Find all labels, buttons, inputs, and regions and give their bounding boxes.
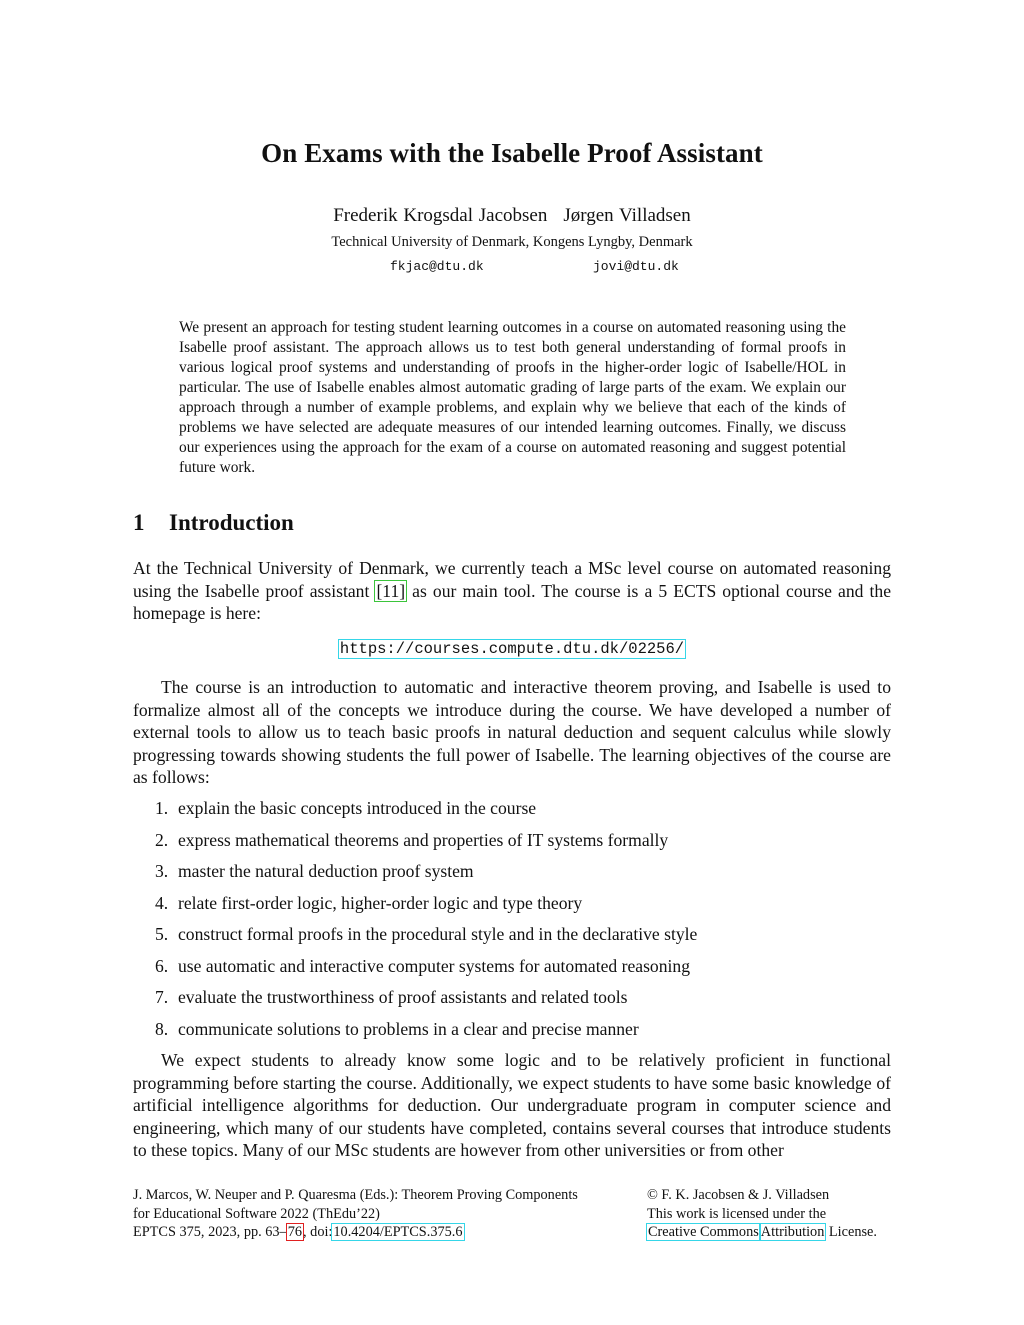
attribution-link[interactable]: Attribution bbox=[760, 1224, 825, 1240]
list-item-text: use automatic and interactive computer systems for automated reasoning bbox=[178, 955, 691, 976]
author-email: jovi@dtu.dk bbox=[593, 259, 679, 274]
footer-line bbox=[133, 1223, 623, 1242]
list-number: 6. bbox=[155, 955, 169, 976]
list-item bbox=[155, 797, 697, 829]
section-heading bbox=[133, 510, 294, 536]
url-line bbox=[0, 640, 1024, 658]
paragraph bbox=[133, 557, 891, 625]
list-item-text: evaluate the trustworthiness of proof assistants and related tools bbox=[178, 987, 628, 1007]
footer-text: License. bbox=[825, 1224, 877, 1240]
paper-title: On Exams with the Isabelle Proof Assistant bbox=[261, 138, 763, 168]
footer-line: J. Marcos, W. Neuper and P. Quaresma (Eds.): Theorem Proving Components bbox=[133, 1187, 578, 1203]
footer-publication-info bbox=[133, 1186, 623, 1242]
footer-line: This work is licensed under the bbox=[647, 1205, 827, 1222]
list-item bbox=[155, 955, 697, 987]
author-name: Frederik Krogsdal Jacobsen bbox=[333, 205, 548, 226]
doi-link[interactable]: 10.4204/EPTCS.375.6 bbox=[333, 1224, 463, 1240]
author-email: fkjac@dtu.dk bbox=[390, 259, 484, 274]
list-number: 4. bbox=[155, 892, 169, 913]
footer-text: EPTCS 375, 2023, pp. 63– bbox=[133, 1224, 287, 1240]
paragraph: The course is an introduction to automatic and interactive theorem proving, and Isabelle is used to formalize almost all of the concepts we introduce during the course. We have developed a number of external tools to allow us to teach basic proofs in natural deduction and sequent calculus while slowly progressing towards showing students the full power of Isabelle. The learning objectives of the course are as follows: bbox=[133, 677, 891, 787]
paragraph-text: as our main tool. The course is a 5 ECTS optional course and the homepage is here: bbox=[133, 580, 891, 623]
list-item bbox=[155, 892, 697, 924]
list-item-text: express mathematical theorems and properties of IT systems formally bbox=[178, 829, 669, 850]
list-item-text: master the natural deduction proof system bbox=[178, 861, 474, 881]
abstract: We present an approach for testing student learning outcomes in a course on automated reasoning using the Isabelle proof assistant. The approach allows us to test both general understanding of formal proofs in various logical proof systems and understanding of proofs in the higher-order logic of Isabelle/HOL in particular. The use of Isabelle enables almost automatic grading of large parts of the exam. We explain our approach through a number of example problems, and explain why we believe that each of the kinds of problems we have selected are adequate measures of our intended learning outcomes. Finally, we discuss our experiences using the approach for the exam of a course on automated reasoning and suggest potential future work. bbox=[179, 319, 846, 476]
author-name: Jørgen Villadsen bbox=[563, 205, 691, 226]
footer-line bbox=[647, 1223, 907, 1242]
citation-link[interactable]: [11] bbox=[376, 580, 406, 601]
footer-line: for Educational Software 2022 (ThEdu’22) bbox=[133, 1205, 380, 1222]
footer-text: , doi: bbox=[303, 1224, 333, 1240]
paragraph: We expect students to already know some logic and to be relatively proficient in functional programming before starting the course. Additionally, we expect students to have some basic knowledge of artificial intelligence algorithms for deduction. Our undergraduate program in computer science and engineering, which many of our students have completed, contains several courses that introduce students to these topics. Many of our MSc students are however from other universities or from other bbox=[133, 1050, 891, 1160]
paragraph-text: At the Technical University of Denmark, we currently teach a MSc level course on automated reasoning using the Isabelle proof assistant bbox=[133, 558, 891, 601]
list-item bbox=[155, 829, 697, 861]
section-number: 1 bbox=[133, 510, 145, 535]
list-item bbox=[155, 1018, 697, 1050]
list-item bbox=[155, 860, 697, 892]
list-item bbox=[155, 923, 697, 955]
course-homepage-link[interactable]: https://courses.compute.dtu.dk/02256/ bbox=[339, 640, 685, 658]
list-number: 2. bbox=[155, 829, 169, 850]
list-item-text: communicate solutions to problems in a clear and precise manner bbox=[178, 1018, 639, 1039]
list-number: 8. bbox=[155, 1018, 169, 1039]
list-number: 3. bbox=[155, 861, 169, 881]
learning-objectives-list bbox=[155, 797, 697, 1049]
list-number: 5. bbox=[155, 924, 169, 944]
list-item-text: explain the basic concepts introduced in the course bbox=[178, 798, 537, 818]
list-number: 1. bbox=[155, 798, 169, 818]
list-item-text: construct formal proofs in the procedural style and in the declarative style bbox=[178, 924, 698, 944]
section-title: Introduction bbox=[169, 510, 294, 535]
list-number: 7. bbox=[155, 987, 169, 1007]
author-list bbox=[0, 205, 1024, 227]
list-item-text: relate first-order logic, higher-order logic and type theory bbox=[178, 892, 583, 913]
footer-license-info bbox=[647, 1186, 907, 1242]
creative-commons-link[interactable]: Creative Commons bbox=[648, 1224, 759, 1240]
last-page-link[interactable]: 76 bbox=[287, 1224, 303, 1240]
affiliation: Technical University of Denmark, Kongens Lyngby, Denmark bbox=[331, 234, 693, 250]
copyright-line: © F. K. Jacobsen & J. Villadsen bbox=[647, 1187, 830, 1203]
list-item bbox=[155, 986, 697, 1018]
